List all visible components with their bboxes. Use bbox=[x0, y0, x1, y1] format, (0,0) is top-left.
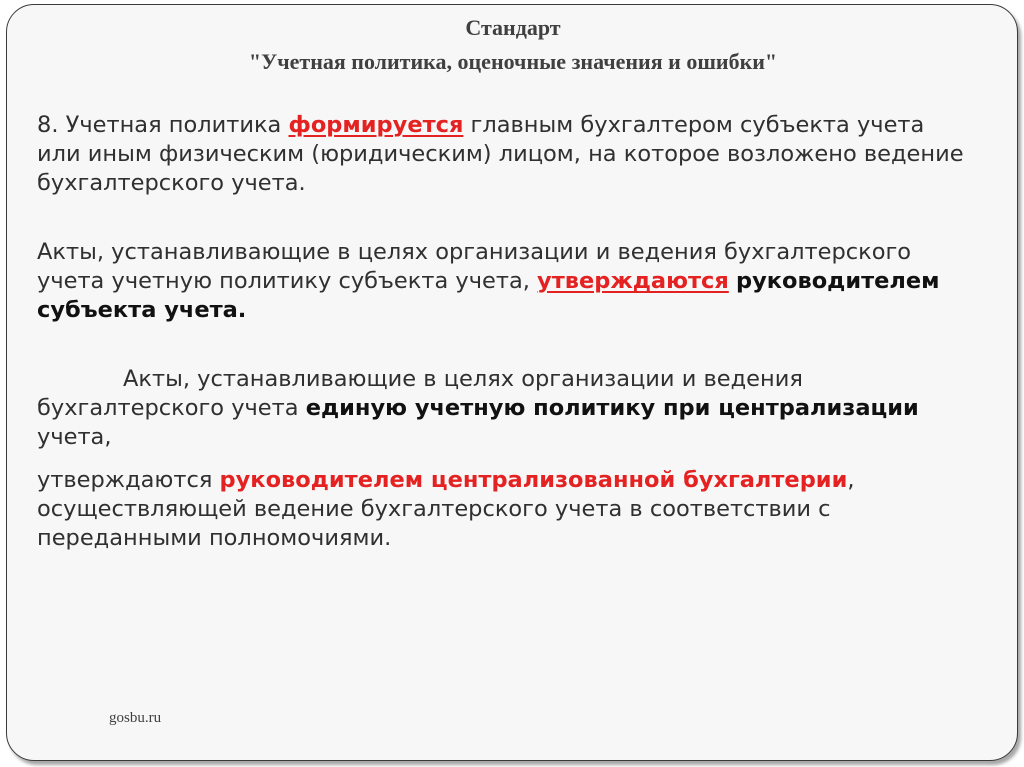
paragraph-1-highlight: формируется bbox=[288, 112, 464, 138]
paragraph-2-highlight: утверждаются bbox=[537, 268, 729, 294]
paragraph-4-highlight: руководителем централизованной бухгалтерии bbox=[219, 467, 848, 493]
paragraph-1-rest: главным бухгалтером субъекта учета или иным физическим (юридическим) лицом, на которое возложено ведение бухгалтерского учета. bbox=[37, 112, 964, 196]
slide-title bbox=[7, 11, 1018, 79]
paragraph-2 bbox=[37, 238, 967, 325]
paragraph-3-rest: учета, bbox=[37, 424, 112, 450]
paragraph-2-space bbox=[729, 268, 736, 294]
paragraph-3-lead: Акты, устанавливающие в целях организации и ведения бухгалтерского учета bbox=[37, 366, 803, 421]
title-line-1: Стандарт bbox=[465, 15, 561, 40]
paragraph-3 bbox=[37, 365, 967, 452]
paragraph-4 bbox=[37, 466, 967, 553]
paragraph-1 bbox=[37, 111, 967, 198]
slide-body bbox=[37, 111, 967, 553]
paragraph-1-lead: 8. Учетная политика bbox=[37, 112, 289, 138]
footer-source: gosbu.ru bbox=[109, 710, 162, 726]
slide-frame bbox=[6, 4, 1018, 761]
paragraph-3-bold: единую учетную политику при централизации bbox=[305, 395, 919, 421]
paragraph-2-lead: Акты, устанавливающие в целях организации и ведения бухгалтерского учета учетную политику субъекта учета, bbox=[37, 239, 912, 294]
paragraph-4-lead: утверждаются bbox=[37, 467, 220, 493]
paragraph-2-bold: руководителем субъекта учета. bbox=[37, 268, 940, 323]
title-line-2: "Учетная политика, оценочные значения и ошибки" bbox=[248, 49, 778, 74]
paragraph-4-rest: , осуществляющей ведение бухгалтерского учета в соответствии с переданными полномочиями. bbox=[37, 467, 855, 551]
